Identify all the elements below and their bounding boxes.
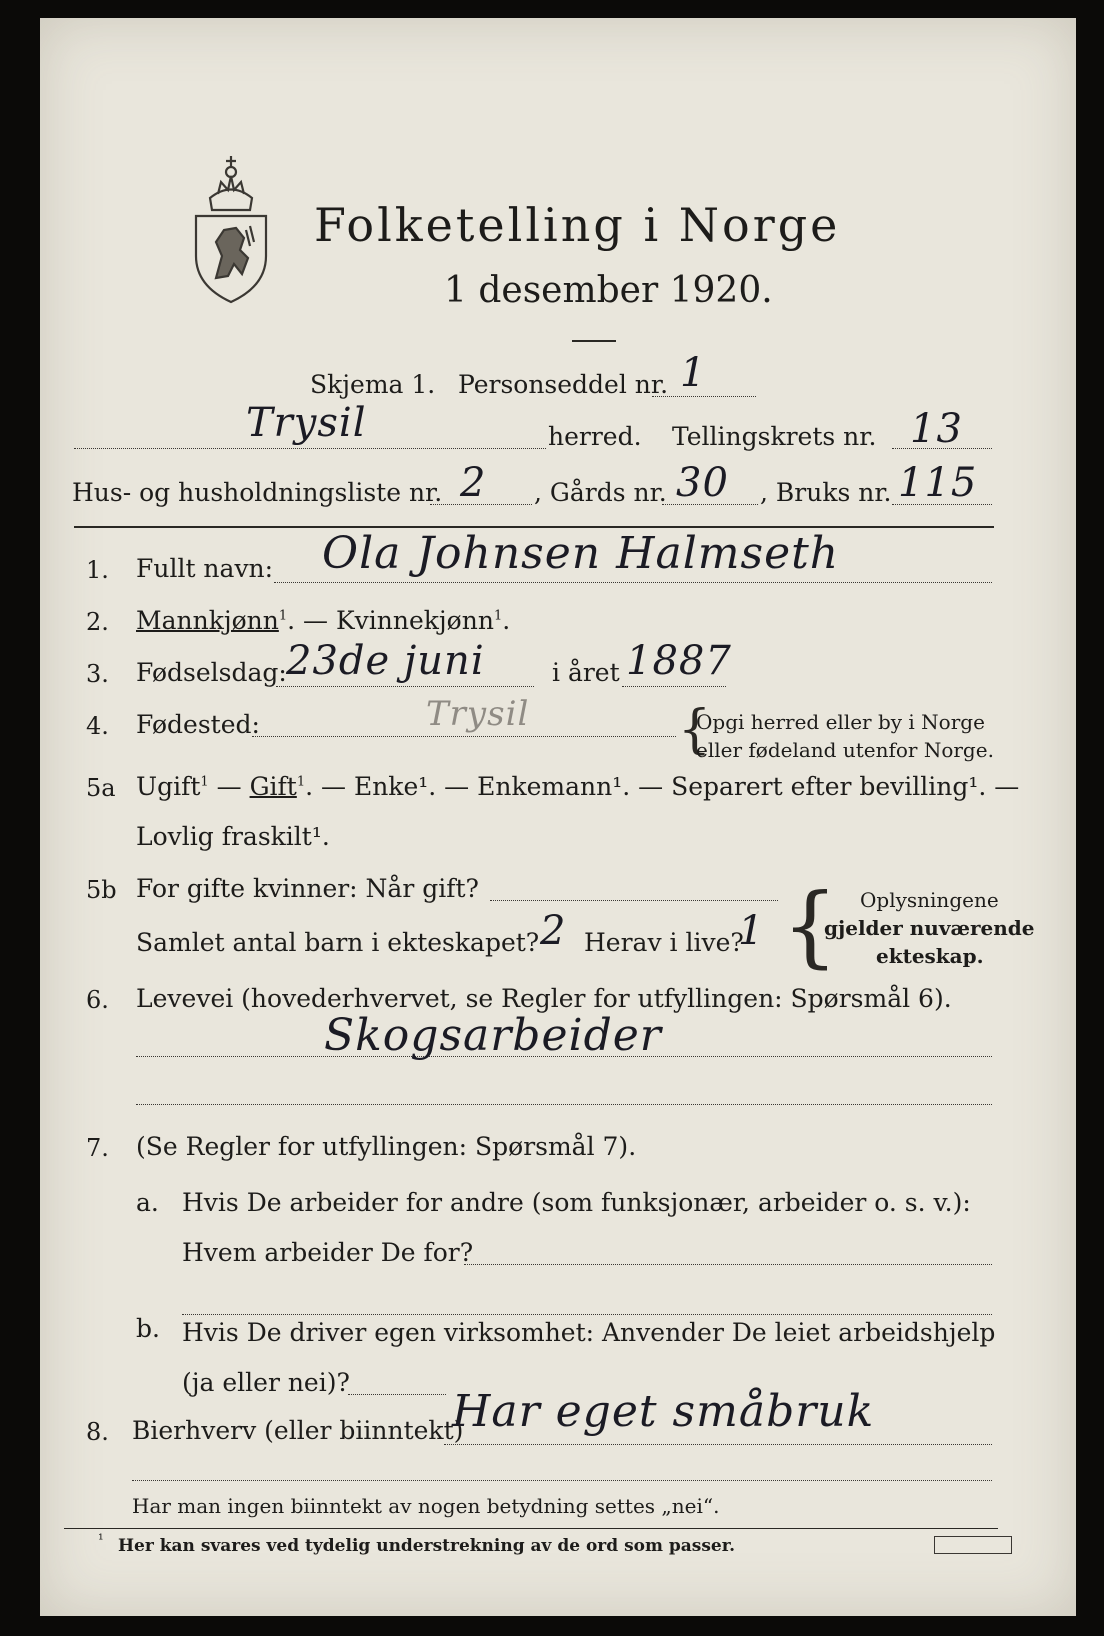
q4-line	[252, 736, 676, 737]
q7a-line-2	[182, 1314, 992, 1315]
q7b-letter: b.	[136, 1314, 160, 1343]
q2-end: .	[502, 606, 511, 635]
q7a-letter: a.	[136, 1188, 159, 1217]
q1-number: 1.	[86, 556, 109, 584]
q2-female: Kvinnekjønn	[335, 606, 494, 635]
q1-value: Ola Johnsen Halmseth	[322, 528, 840, 579]
q3-year-line	[622, 686, 726, 687]
q6-value: Skogsarbeider	[324, 1010, 662, 1061]
herred-label: herred.	[548, 422, 642, 451]
q4-note-1: Opgi herred eller by i Norge	[696, 710, 985, 734]
q5a-line2: Lovlig fraskilt¹.	[136, 822, 330, 851]
q3-year-label: i året	[552, 658, 620, 687]
q3-number: 3.	[86, 660, 109, 688]
personseddel-line	[652, 396, 756, 397]
q4-value: Trysil	[426, 694, 530, 734]
footnote-mark: ¹	[98, 1532, 104, 1548]
tellingskrets-value: 13	[910, 406, 963, 452]
census-form	[40, 18, 1076, 1616]
q5a-number: 5a	[86, 774, 116, 802]
q5a-rest: . — Enke¹. — Enkemann¹. — Separert efter bevilling¹. —	[305, 772, 1020, 801]
q7a-line-1	[464, 1264, 992, 1265]
q8-number: 8.	[86, 1418, 109, 1446]
title-rule	[572, 340, 616, 342]
footnote: Her kan svares ved tydelig understrekning av de ord som passer.	[118, 1536, 736, 1556]
printer-stamp	[934, 1536, 1012, 1554]
q5b-note-2: gjelder nuværende	[824, 916, 1035, 940]
q8-value: Har eget småbruk	[452, 1386, 875, 1437]
q2-sex-options: Mannkjønn$^1$. — Kvinnekjønn$^1$.	[136, 606, 511, 635]
q2-male: Mannkjønn	[136, 606, 279, 635]
personseddel-label: Personseddel nr.	[458, 370, 669, 399]
q3-year-value: 1887	[626, 638, 732, 684]
q4-label: Fødested:	[136, 710, 260, 739]
q7-number: 7.	[86, 1134, 109, 1162]
q5b-note-3: ekteskap.	[876, 944, 984, 968]
q7b-label: Hvis De driver egen virksomhet: Anvender De leiet arbeidshjelp	[182, 1318, 996, 1347]
q6-number: 6.	[86, 986, 109, 1014]
hus-label: Hus- og husholdningsliste nr.	[72, 478, 443, 507]
q1-label: Fullt navn:	[136, 554, 274, 583]
footnote-rule	[64, 1528, 998, 1529]
nei-note: Har man ingen biinntekt av nogen betydning settes „nei“.	[132, 1494, 720, 1518]
gards-value: 30	[676, 460, 729, 506]
tellingskrets-label: Tellingskrets nr.	[672, 422, 877, 451]
herred-line	[74, 448, 546, 449]
q5b-live-label: Herav i live?	[584, 928, 744, 957]
q5b-barn-value: 2	[540, 908, 567, 954]
q8-label: Bierhverv (eller biinntekt)	[132, 1416, 464, 1445]
q2-number: 2.	[86, 608, 109, 636]
q5a-ugift: Ugift	[136, 772, 201, 801]
q7-label: (Se Regler for utfyllingen: Spørsmål 7).	[136, 1132, 637, 1161]
q8-line-1	[444, 1444, 992, 1445]
personseddel-value: 1	[680, 350, 707, 396]
q5a-options: Ugift$^1$ — Gift$^1$. — Enke¹. — Enkemann¹. — Separert efter bevilling¹. —	[136, 772, 1020, 801]
norway-coat-of-arms	[188, 146, 274, 306]
skjema-label: Skjema 1.	[310, 370, 436, 399]
q6-line-2	[136, 1104, 992, 1105]
hus-value: 2	[460, 460, 487, 506]
q3-line	[276, 686, 534, 687]
q7a-label: Hvis De arbeider for andre (som funksjonær, arbeider o. s. v.):	[182, 1188, 971, 1217]
form-title: Folketelling i Norge	[314, 198, 841, 252]
q6-label: Levevei (hovederhvervet, se Regler for utfyllingen: Spørsmål 6).	[136, 984, 952, 1013]
q4-note-2: eller fødeland utenfor Norge.	[696, 738, 994, 762]
bruks-label: , Bruks nr.	[760, 478, 892, 507]
q4-brace: {	[678, 700, 712, 760]
q8-line-2	[132, 1480, 992, 1481]
q4-number: 4.	[86, 712, 109, 740]
census-date: 1 desember 1920.	[444, 270, 773, 311]
q1-line	[274, 582, 992, 583]
q5b-number: 5b	[86, 876, 117, 904]
herred-value: Trysil	[246, 400, 367, 446]
q5b-note-1: Oplysningene	[860, 888, 999, 912]
q5a-gift: Gift	[249, 772, 297, 801]
gards-label: , Gårds nr.	[534, 478, 667, 507]
q3-value: 23de juni	[286, 638, 485, 684]
q3-label: Fødselsdag:	[136, 658, 287, 687]
q5b-line	[490, 900, 778, 901]
q7a-label2: Hvem arbeider De for?	[182, 1238, 474, 1267]
q5b-label: For gifte kvinner: Når gift?	[136, 874, 479, 903]
q5b-brace: {	[782, 874, 838, 977]
bruks-value: 115	[898, 460, 978, 506]
q7b-label2: (ja eller nei)?	[182, 1368, 350, 1397]
q2-sep: . —	[287, 606, 336, 635]
q5b-barn-label: Samlet antal barn i ekteskapet?	[136, 928, 540, 957]
q5b-live-value: 1	[738, 908, 765, 954]
q7b-line	[348, 1394, 446, 1395]
